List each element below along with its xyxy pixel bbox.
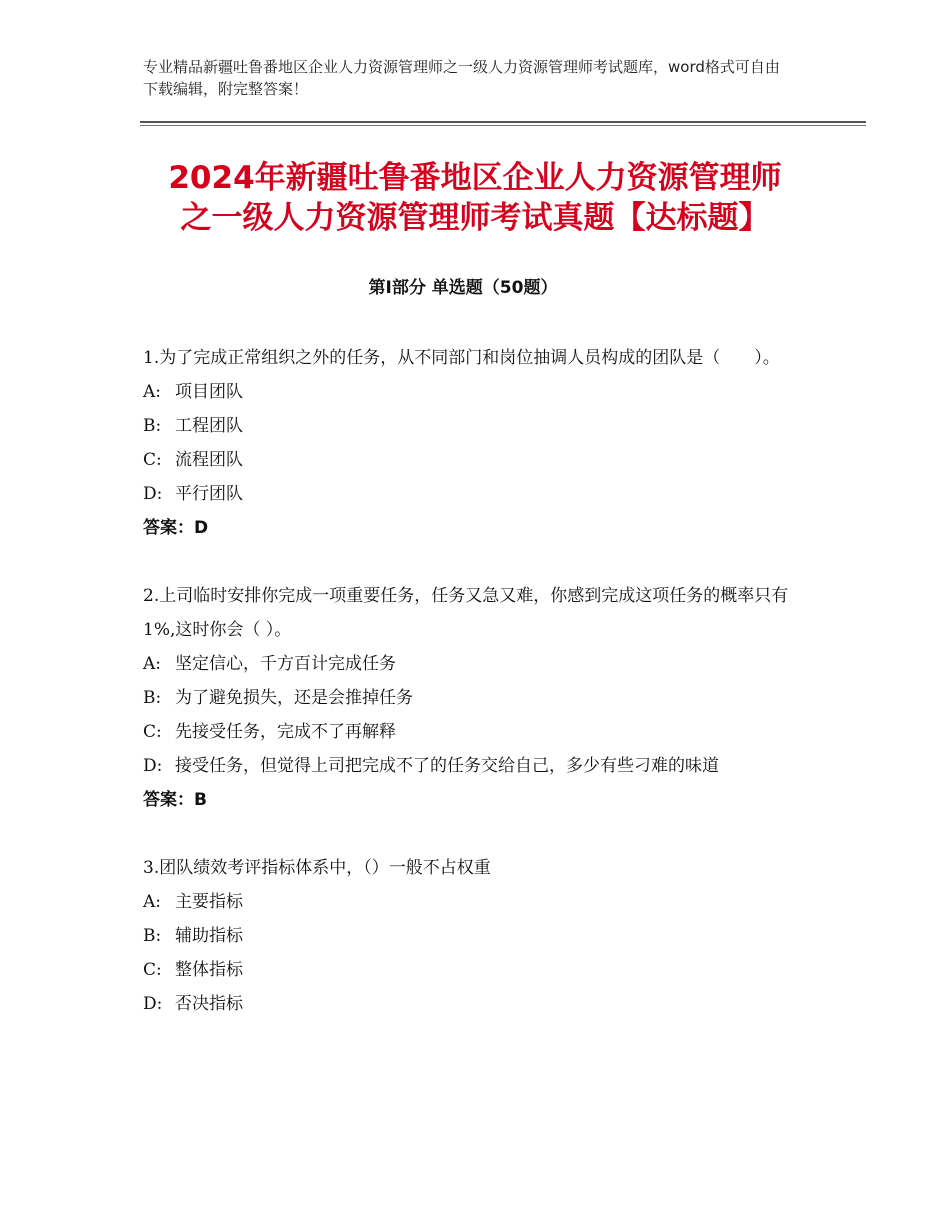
header-note: 专业精品新疆吐鲁番地区企业人力资源管理师之一级人力资源管理师考试题库，word格式可自由下载编辑，附完整答案！ bbox=[143, 58, 780, 98]
option-letter: D: bbox=[143, 994, 163, 1014]
option-text: 否决指标 bbox=[175, 994, 243, 1014]
option-b bbox=[143, 409, 813, 443]
option-letter: A: bbox=[143, 382, 162, 402]
option-a bbox=[143, 647, 813, 681]
option-text: 先接受任务，完成不了再解释 bbox=[175, 722, 396, 742]
question-2 bbox=[143, 579, 813, 817]
option-a bbox=[143, 885, 813, 919]
option-letter: C: bbox=[143, 960, 162, 980]
section-heading: 第Ⅰ部分 单选题（50题） bbox=[368, 278, 558, 298]
option-letter: A: bbox=[143, 892, 162, 912]
option-c bbox=[143, 953, 813, 987]
question-list bbox=[143, 341, 813, 1055]
document-title-line-1: 2024年新疆吐鲁番地区企业人力资源管理师 bbox=[168, 160, 782, 196]
option-text: 项目团队 bbox=[175, 382, 243, 402]
header-rule-thin bbox=[140, 125, 866, 126]
option-letter: A: bbox=[143, 654, 162, 674]
option-c bbox=[143, 443, 813, 477]
option-text: 坚定信心，千方百计完成任务 bbox=[175, 654, 396, 674]
option-c bbox=[143, 715, 813, 749]
document-title-line-2: 之一级人力资源管理师考试真题【达标题】 bbox=[180, 200, 770, 236]
option-d bbox=[143, 987, 813, 1021]
document-title bbox=[110, 158, 840, 238]
option-d bbox=[143, 749, 813, 783]
option-letter: D: bbox=[143, 484, 163, 504]
question-stem: 1.为了完成正常组织之外的任务，从不同部门和岗位抽调人员构成的团队是（ ）。 bbox=[143, 348, 780, 368]
option-b bbox=[143, 681, 813, 715]
option-letter: B: bbox=[143, 416, 162, 436]
option-b bbox=[143, 919, 813, 953]
option-text: 工程团队 bbox=[175, 416, 243, 436]
answer-line: 答案：B bbox=[143, 790, 207, 810]
option-text: 主要指标 bbox=[175, 892, 243, 912]
option-text: 为了避免损失，还是会推掉任务 bbox=[175, 688, 413, 708]
question-1 bbox=[143, 341, 813, 545]
option-text: 流程团队 bbox=[175, 450, 243, 470]
option-text: 辅助指标 bbox=[175, 926, 243, 946]
question-3 bbox=[143, 851, 813, 1021]
option-letter: C: bbox=[143, 450, 162, 470]
option-letter: B: bbox=[143, 926, 162, 946]
option-letter: C: bbox=[143, 722, 162, 742]
option-text: 整体指标 bbox=[175, 960, 243, 980]
option-d bbox=[143, 477, 813, 511]
answer-line: 答案：D bbox=[143, 518, 209, 538]
option-text: 接受任务，但觉得上司把完成不了的任务交给自己，多少有些刁难的味道 bbox=[175, 756, 719, 776]
question-stem: 3.团队绩效考评指标体系中，（）一般不占权重 bbox=[143, 858, 491, 878]
question-stem: 2.上司临时安排你完成一项重要任务，任务又急又难，你感到完成这项任务的概率只有1%,这时你会（ ）。 bbox=[143, 586, 789, 640]
option-letter: B: bbox=[143, 688, 162, 708]
header-rule-thick bbox=[140, 121, 866, 123]
option-letter: D: bbox=[143, 756, 163, 776]
option-a bbox=[143, 375, 813, 409]
option-text: 平行团队 bbox=[175, 484, 243, 504]
